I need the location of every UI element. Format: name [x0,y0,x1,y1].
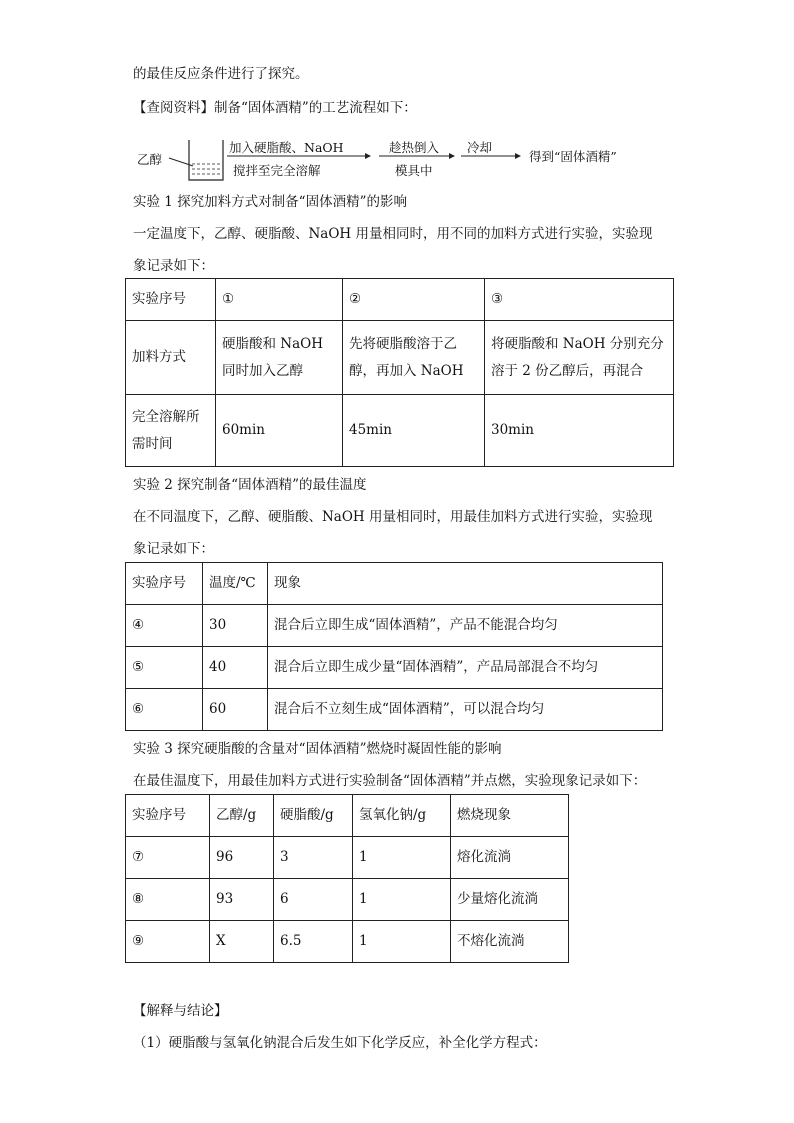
table-cell [216,321,343,395]
table-cell: 30min [485,395,674,467]
table-row [126,795,569,837]
exp3-table [125,794,569,963]
table-cell: 93 [210,879,274,921]
table-row [126,689,663,731]
exp2-desc-1: 在不同温度下，乙醇、硬脂酸、NaOH 用量相同时，用最佳加料方式进行实验，实验现 [133,509,653,525]
flow-step2-bottom: 模具中 [395,163,433,178]
cell-line: 先将硬脂酸溶于乙 [349,335,457,352]
cell-line: 完全溶解所 [132,408,200,425]
table-cell: ⑥ [126,689,203,731]
table-cell: ① [216,279,343,321]
flow-start-label: 乙醇 [137,152,163,167]
table-cell [485,321,674,395]
cell-line: 溶于 2 份乙醇后，再混合 [491,362,644,379]
process-flow-diagram [133,136,653,184]
flow-step3-top: 冷却 [467,140,493,155]
table-cell: X [210,921,274,963]
table-cell: 实验序号 [126,563,203,605]
table-cell: 硬脂酸/g [274,795,353,837]
table-cell: ④ [126,605,203,647]
exp1-desc-2: 象记录如下： [133,258,214,274]
table-row [126,647,663,689]
table-cell: 混合后立即生成“固体酒精”，产品不能混合均匀 [268,605,663,647]
table-row [126,837,569,879]
table-cell: ② [343,279,485,321]
table-cell: 熔化流淌 [451,837,569,879]
exp2-title: 实验 2 探究制备“固体酒精”的最佳温度 [133,477,367,493]
exp2-table [125,562,663,731]
exp3-title: 实验 3 探究硬脂酸的含量对“固体酒精”燃烧时凝固性能的影响 [133,741,502,757]
table-cell: 燃烧现象 [451,795,569,837]
table-cell: 60 [203,689,268,731]
table-cell: 6.5 [274,921,353,963]
table-cell: 40 [203,647,268,689]
table-cell: 1 [353,879,451,921]
table-cell: 96 [210,837,274,879]
cell-line: 将硬脂酸和 NaOH 分别充分 [491,335,664,352]
exp2-desc-2: 象记录如下： [133,541,214,557]
table-row [126,921,569,963]
exp1-table [125,278,674,467]
table-row [126,279,674,321]
table-row [126,605,663,647]
table-cell: ③ [485,279,674,321]
table-cell: 乙醇/g [210,795,274,837]
exp1-desc-1: 一定温度下，乙醇、硬脂酸、NaOH 用量相同时，用不同的加料方式进行实验，实验现 [133,226,653,242]
exp3-desc-1: 在最佳温度下，用最佳加料方式进行实验制备“固体酒精”并点燃，实验现象记录如下： [133,773,647,789]
table-cell: 混合后立即生成少量“固体酒精”，产品局部混合不均匀 [268,647,663,689]
reference-line [133,98,417,118]
exp1-title: 实验 1 探究加料方式对制备“固体酒精”的影响 [133,194,407,210]
table-cell: ⑨ [126,921,210,963]
table-cell: 实验序号 [126,279,216,321]
cell-line: 同时加入乙醇 [222,362,303,379]
table-cell: ⑧ [126,879,210,921]
table-cell: 实验序号 [126,795,210,837]
table-cell [343,321,485,395]
reference-label: 【查阅资料】 [133,100,214,116]
table-cell: 3 [274,837,353,879]
flow-result: 得到“固体酒精” [529,149,617,164]
table-cell: ⑤ [126,647,203,689]
flow-step1-top: 加入硬脂酸、NaOH [229,140,344,155]
table-cell: 混合后不立刻生成“固体酒精”，可以混合均匀 [268,689,663,731]
conclusion-heading: 【解释与结论】 [133,1003,228,1019]
table-cell [126,395,216,467]
cell-line: 醇，再加入 NaOH [349,362,464,379]
table-cell: 60min [216,395,343,467]
conclusion-question-1: （1）硬脂酸与氢氧化钠混合后发生如下化学反应，补全化学方程式： [133,1035,547,1051]
table-cell: 不熔化流淌 [451,921,569,963]
table-cell: 加料方式 [126,321,216,395]
table-cell: 温度/℃ [203,563,268,605]
cell-line: 需时间 [132,435,173,452]
table-cell: 30 [203,605,268,647]
table-row [126,395,674,467]
table-cell: 氢氧化钠/g [353,795,451,837]
table-cell: 6 [274,879,353,921]
reference-text: 制备“固体酒精”的工艺流程如下： [214,100,417,116]
flow-step2-top: 趁热倒入 [389,140,440,155]
intro-tail-text: 的最佳反应条件进行了探究。 [133,66,309,82]
table-cell: 1 [353,921,451,963]
table-row [126,563,663,605]
table-row [126,879,569,921]
table-cell: 45min [343,395,485,467]
flow-step1-bottom: 搅拌至完全溶解 [233,163,321,178]
table-cell: ⑦ [126,837,210,879]
table-cell: 少量熔化流淌 [451,879,569,921]
cell-line: 硬脂酸和 NaOH [222,335,323,352]
table-row [126,321,674,395]
table-cell: 1 [353,837,451,879]
table-cell: 现象 [268,563,663,605]
